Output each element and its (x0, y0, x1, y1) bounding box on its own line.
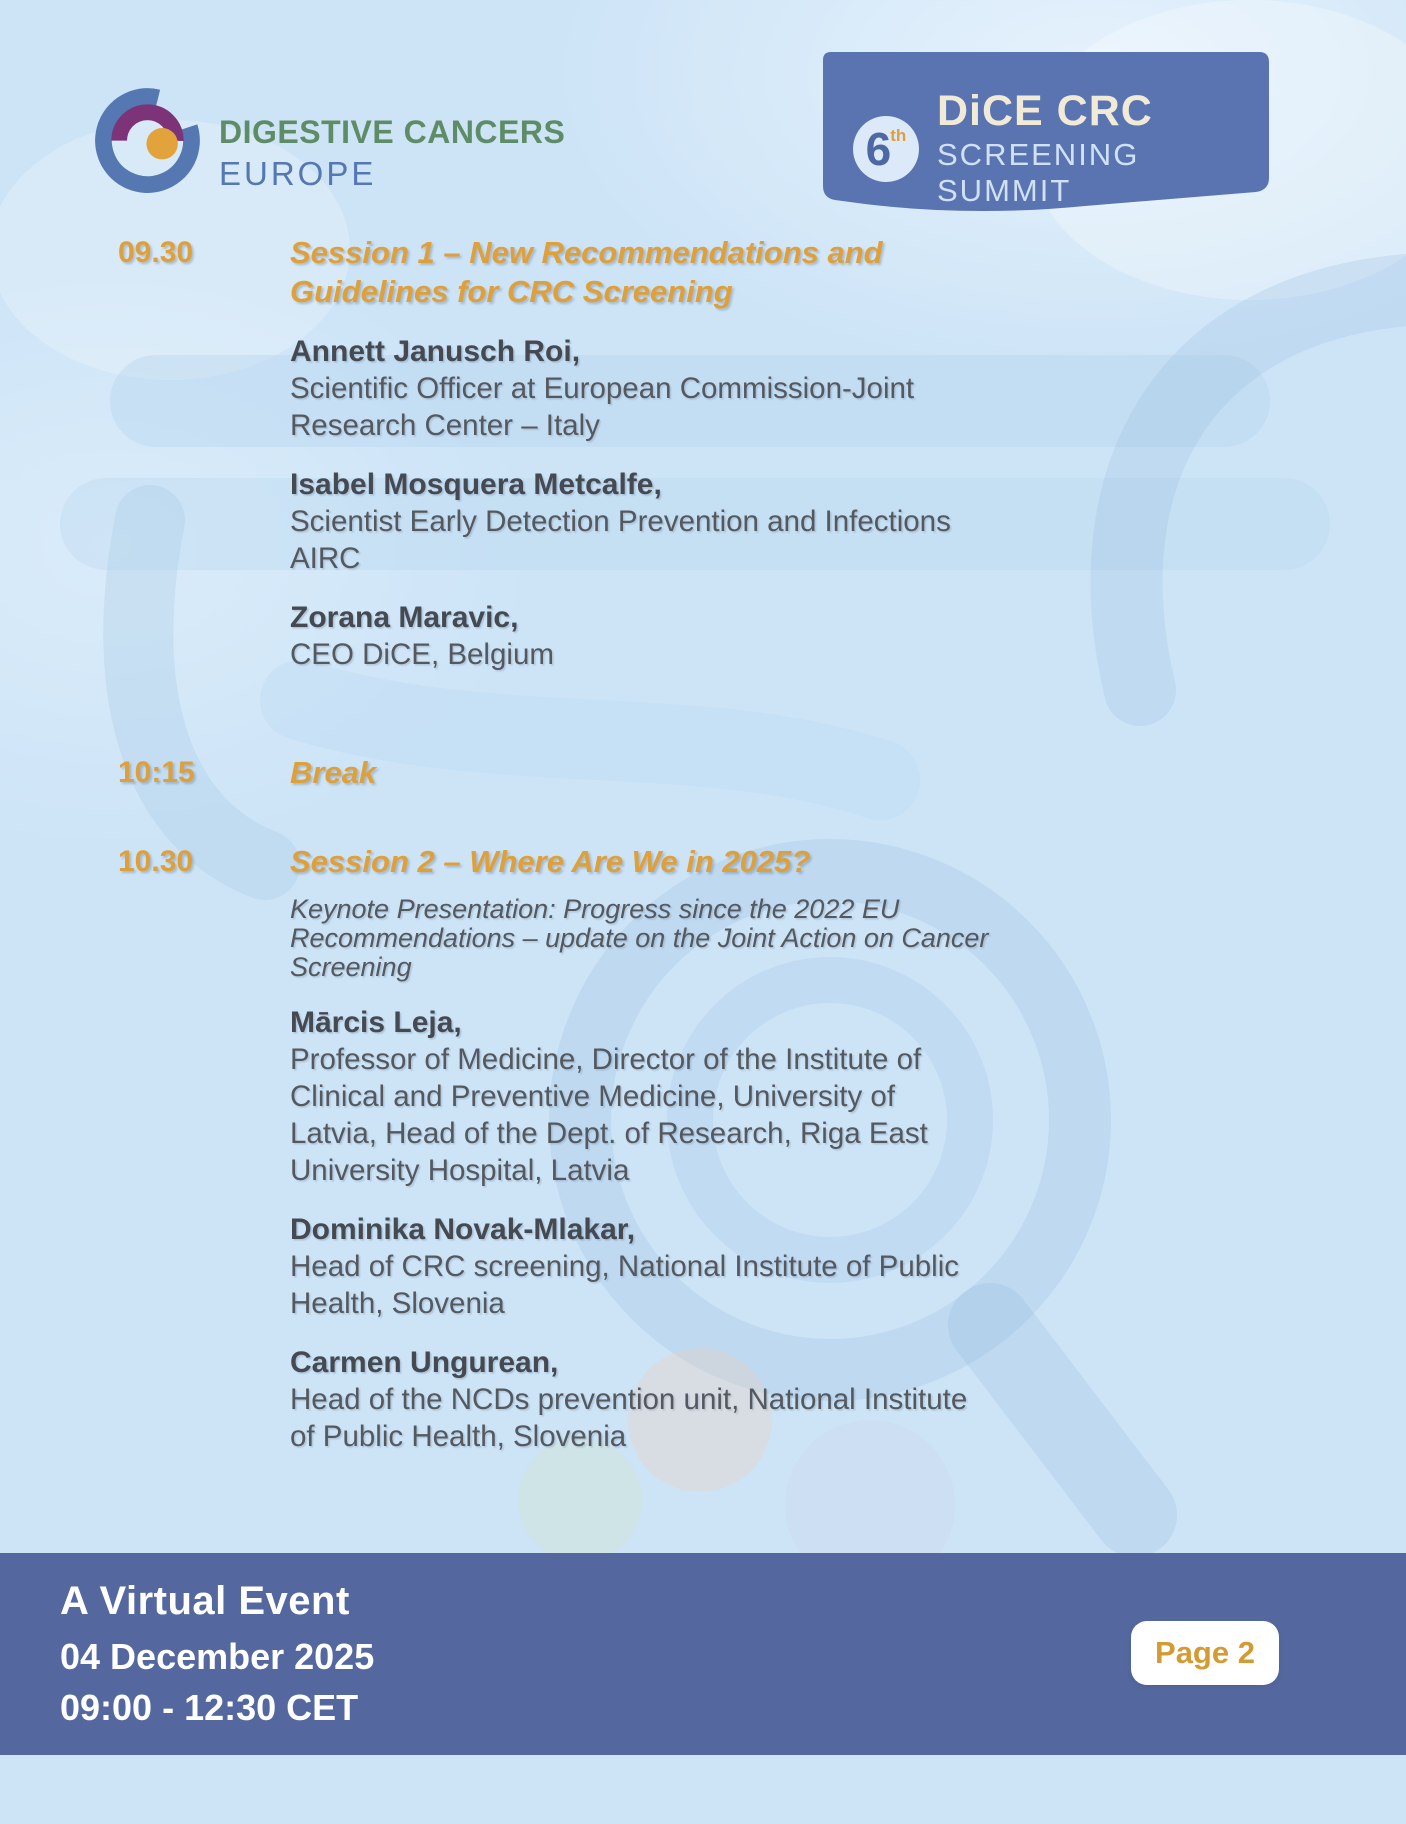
break-title: Break (290, 755, 377, 790)
speaker-name: Zorana Maravic, (290, 601, 519, 634)
dice-logo-icon (93, 84, 203, 194)
summit-badge (823, 52, 1269, 212)
speaker-entry (290, 333, 1020, 444)
agenda-time: 09.30 (118, 236, 194, 269)
agenda (0, 233, 1406, 1455)
edition-badge-icon (853, 116, 919, 182)
agenda-slot-body (290, 842, 1020, 1455)
footer-bar (0, 1553, 1406, 1755)
summit-title: DiCE CRC (937, 87, 1153, 135)
agenda-slot-body (290, 753, 1020, 792)
edition-suffix: th (890, 126, 907, 146)
summit-subtitle: SCREENING SUMMIT (937, 136, 1140, 208)
speaker-role: Scientist Early Detection Prevention and Infections AIRC (290, 505, 951, 575)
agenda-slot-session1 (0, 233, 1406, 673)
speaker-name: Dominika Novak-Mlakar, (290, 1213, 636, 1246)
speaker-role: Head of CRC screening, National Institute of Public Health, Slovenia (290, 1250, 960, 1320)
event-time-range: 09:00 - 12:30 CET (60, 1687, 359, 1728)
keynote-description: Keynote Presentation: Progress since the 2022 EU Recommendations – update on the Joint Action on Cancer Screening (290, 894, 989, 982)
speaker-entry (290, 466, 1020, 577)
agenda-time: 10.30 (118, 845, 194, 878)
summit-badge-content (853, 87, 1269, 209)
speaker-entry (290, 599, 1020, 673)
logo-name-line2: EUROPE (219, 155, 377, 192)
speaker-entry (290, 1344, 1020, 1455)
digestive-cancers-europe-logo (93, 84, 565, 194)
speaker-role: CEO DiCE, Belgium (290, 638, 554, 671)
session-title: Session 1 – New Recommendations and Guidelines for CRC Screening (290, 235, 883, 309)
event-type: A Virtual Event (60, 1579, 350, 1623)
event-date: 04 December 2025 (60, 1636, 375, 1677)
summit-badge-text (937, 87, 1269, 209)
agenda-slot-break (0, 753, 1406, 792)
speaker-name: Mārcis Leja, (290, 1006, 462, 1039)
edition-number: 6 (865, 123, 892, 176)
agenda-time: 10:15 (118, 756, 195, 789)
speaker-name: Annett Janusch Roi, (290, 335, 581, 368)
speaker-role: Head of the NCDs prevention unit, National Institute of Public Health, Slovenia (290, 1383, 968, 1453)
agenda-slot-session2 (0, 842, 1406, 1455)
agenda-slot-body (290, 233, 1020, 673)
speaker-entry (290, 1211, 1020, 1322)
speaker-name: Isabel Mosquera Metcalfe, (290, 468, 662, 501)
logo-wordmark (219, 84, 565, 194)
session-title: Session 2 – Where Are We in 2025? (290, 844, 811, 879)
speaker-role: Professor of Medicine, Director of the Institute of Clinical and Preventive Medicine, University of Latvia, Head of the Dept. of Research, Riga East University Hospital, Latvia (290, 1043, 928, 1187)
speaker-name: Carmen Ungurean, (290, 1346, 559, 1379)
logo-name-line1: DIGESTIVE CANCERS (219, 114, 566, 150)
page-number-badge: Page 2 (1131, 1621, 1279, 1685)
speaker-entry (290, 1004, 1020, 1189)
speaker-role: Scientific Officer at European Commission-Joint Research Center – Italy (290, 372, 915, 442)
